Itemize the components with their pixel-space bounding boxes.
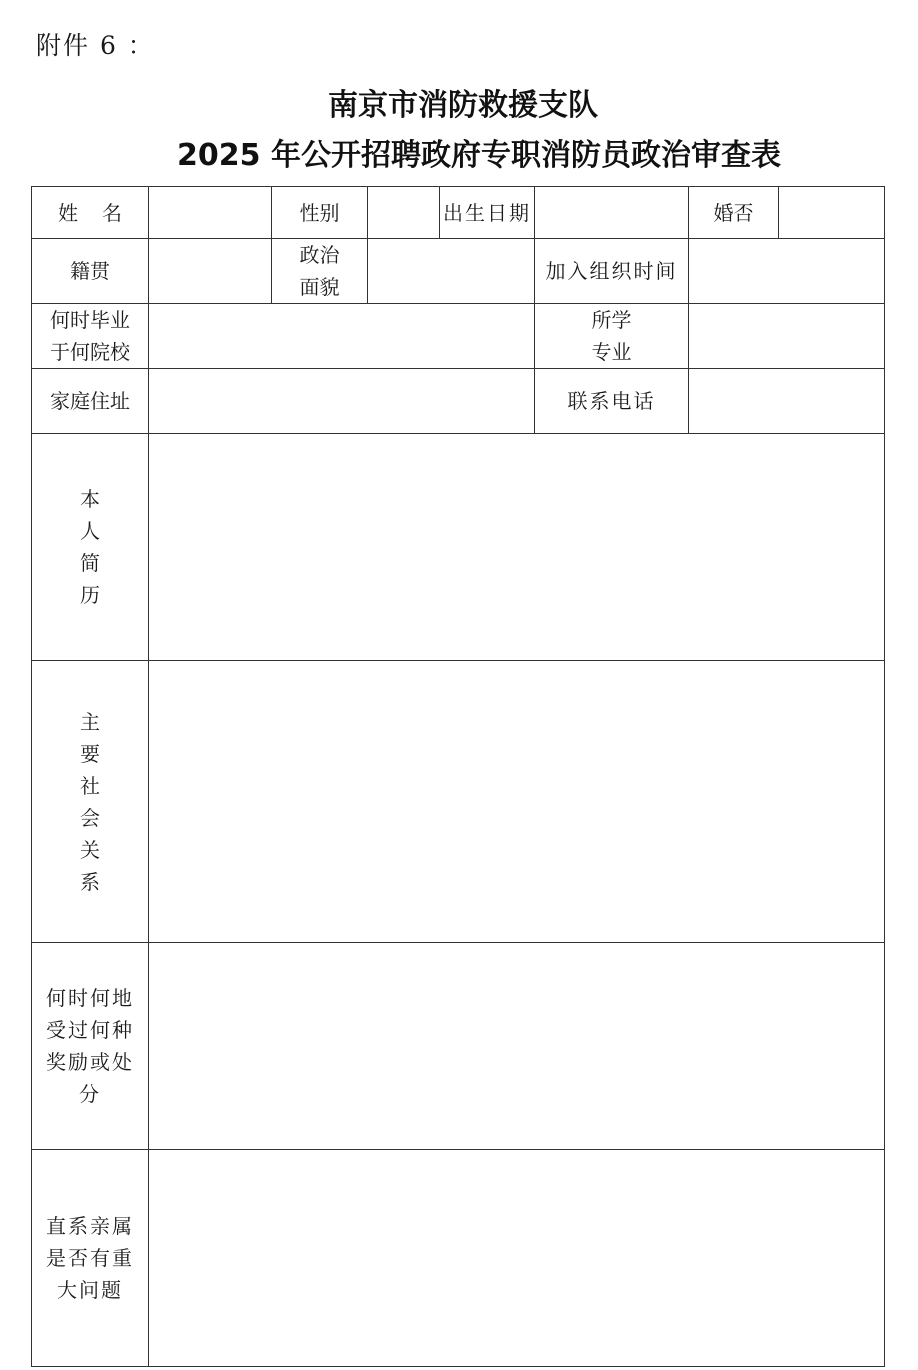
political-status-label: 政治 面貌 — [272, 239, 368, 304]
political-status-field[interactable] — [368, 239, 535, 304]
phone-label: 联系电话 — [535, 369, 689, 434]
resume-field[interactable] — [149, 434, 885, 661]
graduation-school-label: 何时毕业 于何院校 — [32, 304, 149, 369]
native-place-field[interactable] — [149, 239, 272, 304]
home-address-label: 家庭住址 — [32, 369, 149, 434]
major-field[interactable] — [689, 304, 885, 369]
gender-field[interactable] — [368, 187, 440, 239]
social-relations-field[interactable] — [149, 661, 885, 943]
resume-label: 本 人 简 历 — [32, 434, 149, 661]
attachment-label: 附件 6 ： — [36, 31, 155, 60]
phone-field[interactable] — [689, 369, 885, 434]
relatives-issues-field[interactable] — [149, 1150, 885, 1367]
join-organization-time-label: 加入组织时间 — [535, 239, 689, 304]
join-organization-time-field[interactable] — [689, 239, 885, 304]
gender-label: 性别 — [272, 187, 368, 239]
political-review-form — [31, 186, 885, 1367]
major-label: 所学 专业 — [535, 304, 689, 369]
relatives-issues-label: 直系亲属 是否有重 大问题 — [32, 1150, 149, 1367]
native-place-label: 籍贯 — [32, 239, 149, 304]
page-title-line2: 2025 年公开招聘政府专职消防员政治审查表 — [177, 138, 781, 173]
name-field[interactable] — [149, 187, 272, 239]
rewards-punishments-label: 何时何地 受过何种 奖励或处 分 — [32, 943, 149, 1150]
page-title-line1: 南京市消防救援支队 — [328, 88, 598, 123]
birth-date-field[interactable] — [535, 187, 689, 239]
social-relations-label: 主 要 社 会 关 系 — [32, 661, 149, 943]
marital-status-field[interactable] — [779, 187, 885, 239]
marital-status-label: 婚否 — [689, 187, 779, 239]
birth-date-label: 出生日期 — [440, 187, 535, 239]
name-label: 姓名 — [32, 187, 149, 239]
graduation-school-field[interactable] — [149, 304, 535, 369]
home-address-field[interactable] — [149, 369, 535, 434]
rewards-punishments-field[interactable] — [149, 943, 885, 1150]
